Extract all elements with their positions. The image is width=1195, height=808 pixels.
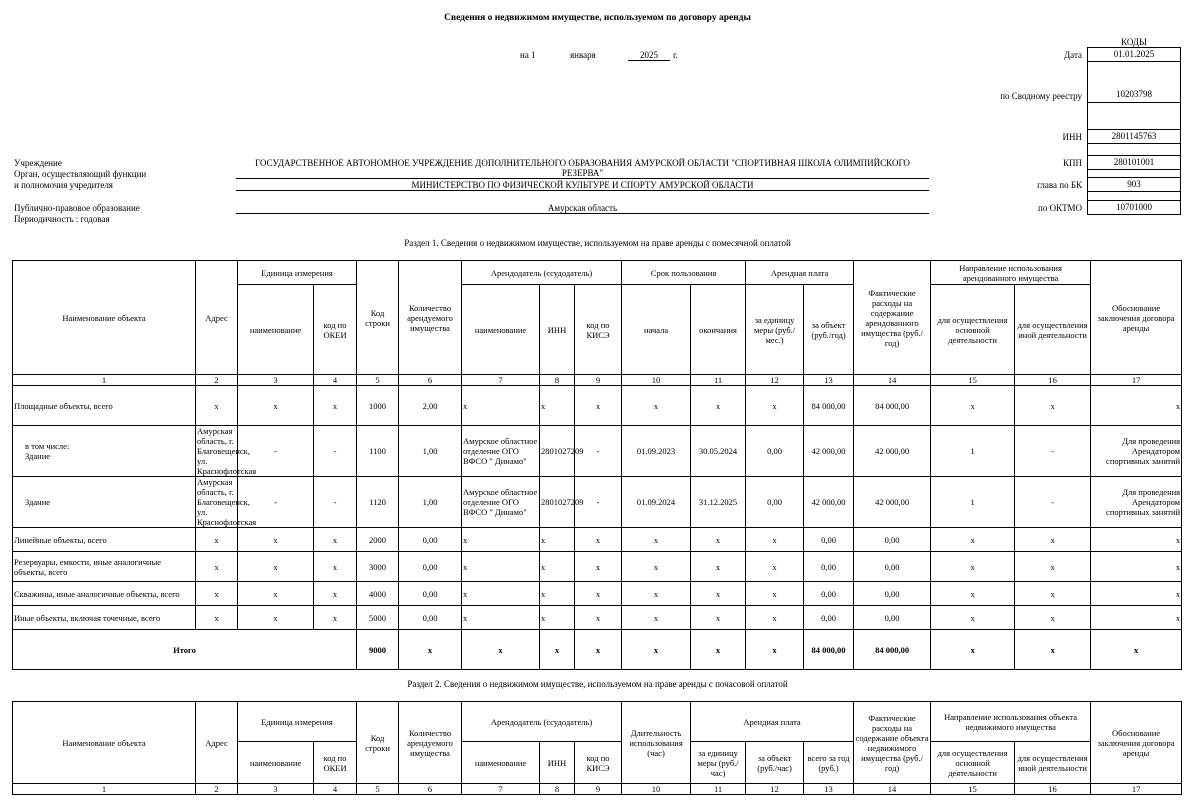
s2-colnum: 16 bbox=[1015, 784, 1091, 795]
s1-cell: - bbox=[1015, 426, 1091, 477]
s2-header-name: Наименование объекта bbox=[13, 702, 196, 784]
s1-total-cell: 84 000,00 bbox=[804, 630, 854, 670]
s2-header-rent-unit: за единицу меры (руб./час) bbox=[691, 742, 746, 784]
s1-cell-address: Амурская область, г. Благовещенск, ул. Краснофлотская bbox=[197, 426, 257, 476]
s1-cell: 0,00 bbox=[399, 582, 462, 606]
code-value-oktmo: 10701000 bbox=[1087, 200, 1181, 215]
s1-cell: x bbox=[1091, 552, 1182, 582]
s2-header-unit-group: Единица измерения bbox=[238, 702, 357, 742]
s1-cell: x bbox=[314, 386, 357, 426]
table-row bbox=[13, 528, 1182, 552]
s1-cell: 1 bbox=[931, 477, 1015, 528]
s1-cell: - bbox=[238, 477, 314, 528]
founder-label-1: Орган, осуществляющий функции bbox=[14, 169, 147, 179]
s1-colnum: 3 bbox=[238, 375, 314, 386]
s1-total-cell: x bbox=[1015, 630, 1091, 670]
s1-cell: 01.09.2024 bbox=[622, 477, 691, 528]
s1-header-qty: Количество арендуемого имущества bbox=[399, 261, 462, 375]
s1-cell: x bbox=[691, 552, 746, 582]
s1-cell: - bbox=[575, 426, 622, 477]
s1-total-cell: 84 000,00 bbox=[854, 630, 931, 670]
s1-cell: 42 000,00 bbox=[854, 477, 931, 528]
s1-header-direction-group: Направление использования арендованного имущества bbox=[931, 261, 1091, 285]
s1-cell: x bbox=[462, 552, 540, 582]
s1-cell: 0,00 bbox=[854, 606, 931, 630]
s1-header-rent-object: за объект (руб./год) bbox=[804, 285, 854, 375]
s2-colnum: 15 bbox=[931, 784, 1015, 795]
s1-colnum: 17 bbox=[1091, 375, 1182, 386]
s1-cell: x bbox=[314, 552, 357, 582]
s1-cell: x bbox=[746, 582, 804, 606]
founder-label-2: и полномочия учредителя bbox=[14, 180, 113, 190]
s1-cell: 2801027209 bbox=[540, 477, 575, 528]
s1-cell: x bbox=[540, 582, 575, 606]
s1-header-term-end: окончания bbox=[691, 285, 746, 375]
s1-cell: x bbox=[931, 606, 1015, 630]
s2-colnum: 7 bbox=[462, 784, 540, 795]
s1-cell: 5000 bbox=[357, 606, 399, 630]
s1-cell: 1100 bbox=[357, 426, 399, 477]
s1-cell: x bbox=[1015, 552, 1091, 582]
s1-cell: Амурское областное отделение ОГО ВФСО " Динамо" bbox=[462, 426, 540, 477]
s1-cell: x bbox=[238, 606, 314, 630]
s1-cell: 1,00 bbox=[399, 426, 462, 477]
s1-total-cell: 9000 bbox=[357, 630, 399, 670]
code-value-kpp: 280101001 bbox=[1087, 155, 1181, 170]
s2-header-address: Адрес bbox=[196, 702, 238, 784]
s1-colnum: 1 bbox=[13, 375, 196, 386]
s1-cell: x bbox=[1015, 606, 1091, 630]
institution-value: ГОСУДАРСТВЕННОЕ АВТОНОМНОЕ УЧРЕЖДЕНИЕ ДОПОЛНИТЕЛЬНОГО ОБРАЗОВАНИЯ АМУРСКОЙ ОБЛАСТИ "СПОРТИВНАЯ ШКОЛА ОЛИМПИЙСКОГО РЕЗЕРВА" bbox=[236, 158, 929, 179]
s1-header-address: Адрес bbox=[196, 261, 238, 375]
s1-cell: x bbox=[314, 582, 357, 606]
code-value-inn: 2801145763 bbox=[1087, 129, 1181, 144]
s2-colnum: 13 bbox=[804, 784, 854, 795]
table-row bbox=[13, 426, 1182, 477]
code-value-registry: 10203798 bbox=[1087, 88, 1181, 103]
s1-total-label: Итого bbox=[13, 630, 357, 670]
s2-colnum: 8 bbox=[540, 784, 575, 795]
s1-cell: x bbox=[691, 528, 746, 552]
s1-colnum: 4 bbox=[314, 375, 357, 386]
code-label-date: Дата bbox=[1064, 50, 1082, 60]
s1-cell: x bbox=[931, 582, 1015, 606]
s1-cell: 0,00 bbox=[804, 606, 854, 630]
s1-header-direction-other: для осуществления иной деятельности bbox=[1015, 285, 1091, 375]
s1-cell: 3000 bbox=[357, 552, 399, 582]
s1-cell: 01.09.2023 bbox=[622, 426, 691, 477]
table-row bbox=[13, 552, 1182, 582]
s1-total-cell: x bbox=[746, 630, 804, 670]
code-label-inn: ИНН bbox=[1062, 132, 1082, 142]
s1-cell: x bbox=[575, 528, 622, 552]
s1-cell: 2,00 bbox=[399, 386, 462, 426]
s1-header-lessor-kise: код по КИСЭ bbox=[575, 285, 622, 375]
s1-colnum: 11 bbox=[691, 375, 746, 386]
s1-colnum: 6 bbox=[399, 375, 462, 386]
s1-cell: x bbox=[196, 582, 238, 606]
s2-header-duration: Длительность использования (час) bbox=[622, 702, 691, 784]
s1-cell: x bbox=[931, 528, 1015, 552]
s1-cell: Скважины, иные аналогичные объекты, всего bbox=[13, 582, 196, 606]
s1-cell: 0,00 bbox=[399, 528, 462, 552]
s1-cell: x bbox=[931, 552, 1015, 582]
s2-header-actual: Фактические расходы на содержание объекта недвижимого имущества (руб./год) bbox=[854, 702, 931, 784]
s1-total-row bbox=[13, 630, 1182, 670]
s2-colnum: 5 bbox=[357, 784, 399, 795]
s1-cell: x bbox=[1015, 528, 1091, 552]
s1-cell: x bbox=[691, 386, 746, 426]
s2-header-unit-code: код по ОКЕИ bbox=[314, 742, 357, 784]
s1-cell: x bbox=[622, 386, 691, 426]
s1-cell bbox=[196, 477, 257, 528]
s1-cell: Здание bbox=[13, 477, 196, 528]
s1-cell: x bbox=[746, 552, 804, 582]
table-row bbox=[13, 386, 1182, 426]
s1-cell: x bbox=[575, 582, 622, 606]
s2-header-direction-main: для осуществления основной деятельности bbox=[931, 742, 1015, 784]
s1-cell: x bbox=[622, 552, 691, 582]
s1-cell: Иные объекты, включая точечные, всего bbox=[13, 606, 196, 630]
s1-cell: 0,00 bbox=[804, 582, 854, 606]
s2-header-rent-group: Арендная плата bbox=[691, 702, 854, 742]
s2-colnum: 9 bbox=[575, 784, 622, 795]
s1-cell: 0,00 bbox=[399, 552, 462, 582]
s1-header-direction-main: для осуществления основной деятельности bbox=[931, 285, 1015, 375]
s2-colnum: 6 bbox=[399, 784, 462, 795]
s1-colnum: 10 bbox=[622, 375, 691, 386]
s2-header-direction-group: Направление использования объекта недвижимого имущества bbox=[931, 702, 1091, 742]
public-entity-value: Амурская область bbox=[236, 203, 929, 214]
s1-cell: x bbox=[622, 582, 691, 606]
s1-colnum: 2 bbox=[196, 375, 238, 386]
s2-header-lessor-name: наименование bbox=[462, 742, 540, 784]
s1-total-cell: x bbox=[622, 630, 691, 670]
public-entity-label: Публично-правовое образование bbox=[14, 203, 140, 213]
s1-cell: в том числе: Здание bbox=[13, 426, 196, 477]
s1-cell: 0,00 bbox=[854, 582, 931, 606]
s1-cell: x bbox=[1091, 386, 1182, 426]
s1-cell: x bbox=[462, 606, 540, 630]
s1-cell: - bbox=[1015, 477, 1091, 528]
founder-value: МИНИСТЕРСТВО ПО ФИЗИЧЕСКОЙ КУЛЬТУРЕ И СПОРТУ АМУРСКОЙ ОБЛАСТИ bbox=[236, 180, 929, 191]
s1-cell: Линейные объекты, всего bbox=[13, 528, 196, 552]
s2-colnum: 1 bbox=[13, 784, 196, 795]
s1-cell: x bbox=[540, 386, 575, 426]
s1-cell: 84 000,00 bbox=[804, 386, 854, 426]
s2-header-rent-year: всего за год (руб.) bbox=[804, 742, 854, 784]
s1-cell: 1,00 bbox=[399, 477, 462, 528]
s2-header-rent-object: за объект (руб./час) bbox=[746, 742, 804, 784]
table-row bbox=[13, 477, 1182, 528]
s1-cell: 30.05.2024 bbox=[691, 426, 746, 477]
s1-header-justification: Обоснование заключения договора аренды bbox=[1091, 261, 1182, 375]
s2-colnum: 11 bbox=[691, 784, 746, 795]
code-value-date: 01.01.2025 bbox=[1087, 47, 1181, 62]
s1-header-term-group: Срок пользования bbox=[622, 261, 746, 285]
s1-cell: x bbox=[540, 528, 575, 552]
s1-cell: x bbox=[314, 606, 357, 630]
s1-colnum: 12 bbox=[746, 375, 804, 386]
s1-cell: x bbox=[462, 582, 540, 606]
s1-header-row-code: Код строки bbox=[357, 261, 399, 375]
s1-cell: 2801027209 bbox=[540, 426, 575, 477]
s1-cell: Резервуары, емкости, иные аналогичные объекты, всего bbox=[13, 552, 196, 582]
date-year: 2025 bbox=[628, 50, 670, 61]
s1-cell: Амурское областное отделение ОГО ВФСО " Динамо" bbox=[462, 477, 540, 528]
s2-header-unit-name: наименование bbox=[238, 742, 314, 784]
s1-cell: 42 000,00 bbox=[804, 477, 854, 528]
periodicity-label: Периодичность : годовая bbox=[14, 214, 110, 224]
s1-header-lessor-inn: ИНН bbox=[540, 285, 575, 375]
s1-total-cell: x bbox=[540, 630, 575, 670]
s2-header-lessor-group: Арендодатель (ссудодатель) bbox=[462, 702, 622, 742]
document-title: Сведения о недвижимом имуществе, используемом по договору аренды bbox=[444, 13, 751, 23]
code-label-oktmo: по ОКТМО bbox=[1038, 203, 1082, 213]
s1-colnum: 15 bbox=[931, 375, 1015, 386]
s1-cell: x bbox=[622, 528, 691, 552]
date-month: января bbox=[570, 50, 596, 60]
s2-header-justification: Обоснование заключения договора аренды bbox=[1091, 702, 1182, 784]
s1-header-lessor-name: наименование bbox=[462, 285, 540, 375]
codes-header: КОДЫ bbox=[1121, 37, 1147, 47]
s1-cell: 1120 bbox=[357, 477, 399, 528]
s1-cell-address: Амурская область, г. Благовещенск, ул. Краснофлотская bbox=[197, 477, 257, 527]
s1-cell: x bbox=[1091, 582, 1182, 606]
s1-cell: x bbox=[931, 386, 1015, 426]
s1-cell: x bbox=[314, 528, 357, 552]
s1-header-term-start: начала bbox=[622, 285, 691, 375]
s1-header-lessor-group: Арендодатель (ссудодатель) bbox=[462, 261, 622, 285]
s1-cell: x bbox=[1015, 386, 1091, 426]
s1-header-unit-group: Единица измерения bbox=[238, 261, 357, 285]
s1-cell: 1 bbox=[931, 426, 1015, 477]
s1-cell: x bbox=[575, 552, 622, 582]
s1-header-rent-group: Арендная плата bbox=[746, 261, 854, 285]
s1-colnum: 7 bbox=[462, 375, 540, 386]
s1-cell: x bbox=[238, 528, 314, 552]
s1-cell: x bbox=[575, 606, 622, 630]
s1-header-unit-code: код по ОКЕИ bbox=[314, 285, 357, 375]
section1-title: Раздел 1. Сведения о недвижимом имуществе, используемом на праве аренды с помесячной оплатой bbox=[404, 238, 791, 248]
s2-colnum: 10 bbox=[622, 784, 691, 795]
s1-cell: Площадные объекты, всего bbox=[13, 386, 196, 426]
s1-cell: x bbox=[540, 606, 575, 630]
s1-cell: 42 000,00 bbox=[854, 426, 931, 477]
s1-header-actual: Фактические расходы на содержание арендованного имущества (руб./год) bbox=[854, 261, 931, 375]
s1-cell: x bbox=[540, 552, 575, 582]
s1-header-unit-name: наименование bbox=[238, 285, 314, 375]
s1-colnum: 8 bbox=[540, 375, 575, 386]
s1-cell: x bbox=[462, 528, 540, 552]
date-prefix: на 1 bbox=[520, 50, 536, 60]
s1-cell: x bbox=[462, 386, 540, 426]
s1-cell: 0,00 bbox=[399, 606, 462, 630]
s1-cell: 0,00 bbox=[804, 528, 854, 552]
s1-cell: 2000 bbox=[357, 528, 399, 552]
s2-colnum: 3 bbox=[238, 784, 314, 795]
code-label-registry: по Сводному реестру bbox=[1000, 91, 1082, 101]
s1-total-cell: x bbox=[399, 630, 462, 670]
s1-cell: x bbox=[1015, 582, 1091, 606]
s1-cell: x bbox=[746, 606, 804, 630]
s1-cell: 42 000,00 bbox=[804, 426, 854, 477]
s2-colnum: 2 bbox=[196, 784, 238, 795]
code-label-kpp: КПП bbox=[1062, 158, 1082, 168]
date-suffix: г. bbox=[673, 50, 678, 60]
s1-total-cell: x bbox=[1091, 630, 1182, 670]
s1-cell: x bbox=[196, 528, 238, 552]
s1-cell: 0,00 bbox=[746, 426, 804, 477]
s2-colnum: 14 bbox=[854, 784, 931, 795]
s1-cell: x bbox=[1091, 606, 1182, 630]
s2-header-direction-other: для осуществления иной деятельности bbox=[1015, 742, 1091, 784]
s1-cell: 4000 bbox=[357, 582, 399, 606]
s1-cell: Для проведения Арендатором спортивных занятий bbox=[1091, 477, 1182, 528]
s1-cell: x bbox=[746, 528, 804, 552]
s1-colnum: 9 bbox=[575, 375, 622, 386]
table-row bbox=[13, 582, 1182, 606]
s1-cell: 0,00 bbox=[804, 552, 854, 582]
code-label-bk: глава по БК bbox=[1037, 180, 1082, 190]
s1-cell: 1000 bbox=[357, 386, 399, 426]
s1-cell: x bbox=[691, 606, 746, 630]
s2-header-qty: Количество арендуемого имущества bbox=[399, 702, 462, 784]
s2-header-lessor-kise: код по КИСЭ bbox=[575, 742, 622, 784]
s1-colnum: 5 bbox=[357, 375, 399, 386]
s1-header-rent-unit: за единицу меры (руб./мес.) bbox=[746, 285, 804, 375]
s1-cell: 0,00 bbox=[746, 477, 804, 528]
s1-cell: 0,00 bbox=[854, 552, 931, 582]
s1-cell: - bbox=[314, 477, 357, 528]
s1-colnum: 14 bbox=[854, 375, 931, 386]
s1-total-cell: x bbox=[931, 630, 1015, 670]
s1-cell: - bbox=[238, 426, 314, 477]
s1-cell: x bbox=[1091, 528, 1182, 552]
s2-header-row-code: Код строки bbox=[357, 702, 399, 784]
s1-cell: x bbox=[746, 386, 804, 426]
s1-total-cell: x bbox=[691, 630, 746, 670]
s1-cell: x bbox=[196, 386, 238, 426]
table-row bbox=[13, 606, 1182, 630]
s1-cell: 31.12.2025 bbox=[691, 477, 746, 528]
s1-cell: x bbox=[575, 386, 622, 426]
s1-cell: 0,00 bbox=[854, 528, 931, 552]
s1-cell: Для проведения Арендатором спортивных занятий bbox=[1091, 426, 1182, 477]
section1-table bbox=[12, 260, 1182, 670]
s1-total-cell: x bbox=[462, 630, 540, 670]
institution-label: Учреждение bbox=[14, 158, 62, 168]
s2-colnum: 4 bbox=[314, 784, 357, 795]
s2-header-lessor-inn: ИНН bbox=[540, 742, 575, 784]
s1-cell: x bbox=[238, 552, 314, 582]
s1-cell: 84 000,00 bbox=[854, 386, 931, 426]
s1-header-name: Наименование объекта bbox=[13, 261, 196, 375]
s2-colnum: 17 bbox=[1091, 784, 1182, 795]
s1-cell: - bbox=[314, 426, 357, 477]
section2-table bbox=[12, 701, 1182, 795]
s1-cell: x bbox=[238, 386, 314, 426]
s1-cell: - bbox=[575, 477, 622, 528]
s1-cell: x bbox=[622, 606, 691, 630]
s1-cell: x bbox=[196, 606, 238, 630]
code-value-bk: 903 bbox=[1087, 177, 1181, 192]
s1-cell: x bbox=[691, 582, 746, 606]
s1-cell bbox=[196, 426, 257, 477]
s1-cell: x bbox=[196, 552, 238, 582]
s1-colnum: 16 bbox=[1015, 375, 1091, 386]
s2-colnum: 12 bbox=[746, 784, 804, 795]
s1-total-cell: x bbox=[575, 630, 622, 670]
section2-title: Раздел 2. Сведения о недвижимом имуществе, используемом на праве аренды с почасовой оплатой bbox=[407, 679, 788, 689]
s1-cell: x bbox=[238, 582, 314, 606]
s1-colnum: 13 bbox=[804, 375, 854, 386]
